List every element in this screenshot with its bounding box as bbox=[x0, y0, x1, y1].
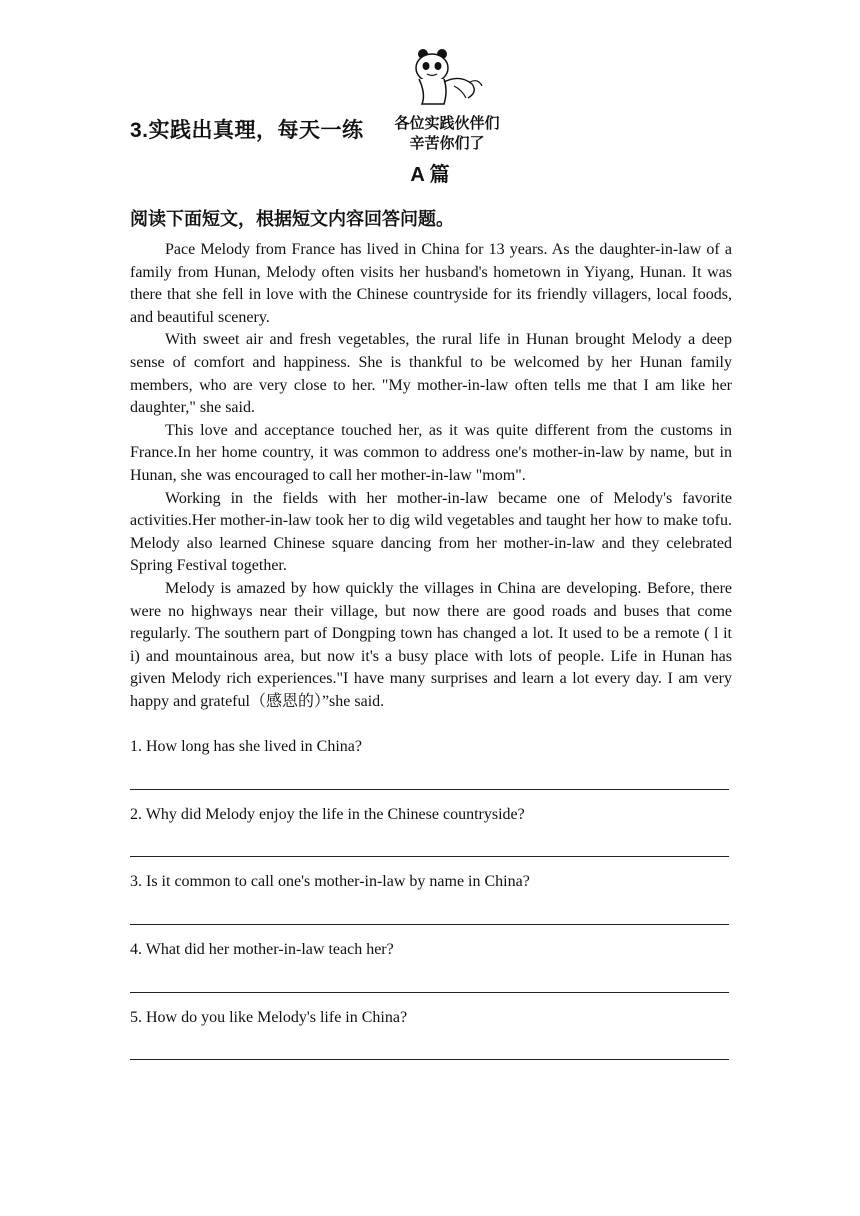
instruction-text: 阅读下面短文，根据短文内容回答问题。 bbox=[130, 209, 454, 229]
exercise-number: 3. bbox=[130, 119, 149, 142]
sticker-caption-line1: 各位实践伙伴们 bbox=[394, 115, 500, 132]
answer-line-2[interactable] bbox=[130, 856, 729, 857]
exercise-title: 实践出真理，每天一练 bbox=[148, 119, 364, 142]
exercise-heading bbox=[130, 114, 364, 144]
question-5: 5. How do you like Melody's life in China? bbox=[130, 1009, 408, 1026]
answer-line-1[interactable] bbox=[130, 789, 729, 790]
passage-paragraph-3: This love and acceptance touched her, as it was quite different from the customs in France.In her home country, it was common to address one's mother-in-law by name, but in Hunan, she was encouraged to call her mother-in-law "mom". bbox=[130, 421, 732, 484]
answer-line-5[interactable] bbox=[130, 1059, 729, 1060]
answer-line-4[interactable] bbox=[130, 992, 729, 993]
reading-passage bbox=[130, 239, 732, 713]
passage-paragraph-4: Working in the fields with her mother-in-law became one of Melody's favorite activities.Her mother-in-law took her to dig wild vegetables and taught her how to make tofu. Melody also learned Chinese square dancing from her mother-in-law and they celebrated Spring Festival together. bbox=[130, 489, 732, 575]
question-4: 4. What did her mother-in-law teach her? bbox=[130, 941, 394, 958]
sticker-caption-line2: 辛苦你们了 bbox=[409, 135, 485, 152]
question-2: 2. Why did Melody enjoy the life in the Chinese countryside? bbox=[130, 806, 525, 823]
sticker-caption bbox=[388, 114, 506, 154]
section-title: A 篇 bbox=[410, 164, 450, 186]
question-1: 1. How long has she lived in China? bbox=[130, 738, 362, 755]
passage-paragraph-5: Melody is amazed by how quickly the villages in China are developing. Before, there were no highways near their village, but now there are good roads and buses that come regularly. The southern part of Dongping town has changed a lot. It used to be a remote ( l it i) and mountainous area, but now it's a busy place with lots of people. Life in Hunan has given Melody rich experiences."I have many surprises and learn a lot every day. I am very happy and grateful（感恩的）”she said. bbox=[130, 579, 732, 710]
passage-paragraph-2: With sweet air and fresh vegetables, the rural life in Hunan brought Melody a deep sense of comfort and happiness. She is thankful to be welcomed by her Hunan family members, who are very close to her. "My mother-in-law often tells me that I am like her daughter," she said. bbox=[130, 331, 732, 417]
passage-paragraph-1: Pace Melody from France has lived in China for 13 years. As the daughter-in-law of a family from Hunan, Melody often visits her husband's hometown in Yiyang, Hunan. It was there that she fell in love with the Chinese countryside for its friendly villagers, local foods, and beautiful scenery. bbox=[130, 241, 732, 326]
question-3: 3. Is it common to call one's mother-in-law by name in China? bbox=[130, 873, 530, 890]
answer-line-3[interactable] bbox=[130, 924, 729, 925]
